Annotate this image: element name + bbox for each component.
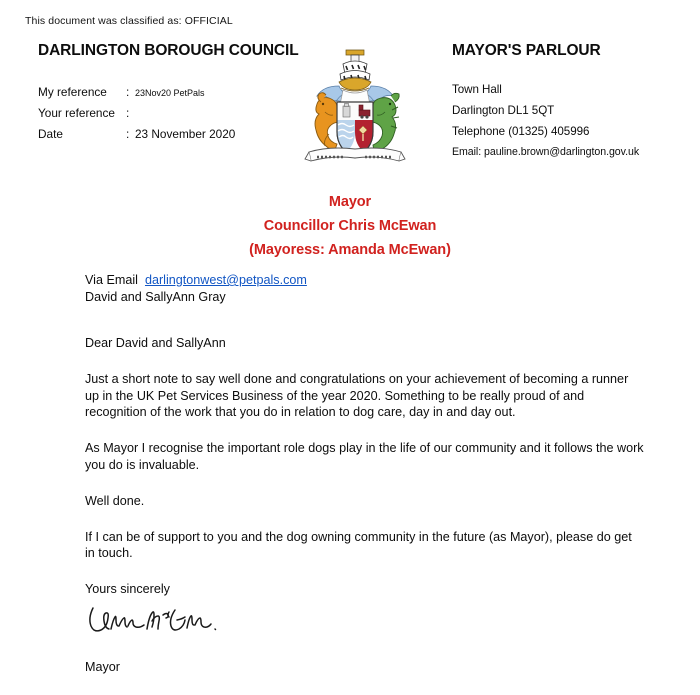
coat-of-arms-icon xyxy=(299,46,411,174)
signature-image xyxy=(85,598,645,646)
date-row xyxy=(38,127,288,148)
your-reference-row xyxy=(38,106,288,127)
mayor-heading-block xyxy=(0,190,700,262)
paragraph-1: Just a short note to say well done and congratulations on your achievement of becoming a runner up in the UK Pet Services Business of the year 2020. Something to be really proud of and recognition of the work that you do in relation to dog care, day in and day out. xyxy=(85,371,629,420)
mayor-heading-line-1: Mayor xyxy=(328,194,372,210)
paragraph-3: Well done. xyxy=(85,493,145,508)
my-reference-label: My reference xyxy=(38,85,107,99)
organisation-title: DARLINGTON BOROUGH COUNCIL xyxy=(38,42,299,59)
parlour-title: MAYOR'S PARLOUR xyxy=(452,42,601,59)
via-email-line xyxy=(85,272,645,289)
my-reference-value: 23Nov20 PetPals xyxy=(135,88,205,98)
my-reference-row xyxy=(38,85,288,106)
mayor-heading-line-2: Councillor Chris McEwan xyxy=(263,218,437,234)
your-reference-label: Your reference xyxy=(38,106,115,120)
my-reference-colon: : xyxy=(126,85,130,99)
classification-banner: This document was classified as: OFFICIAL xyxy=(25,15,233,27)
crown-part xyxy=(339,50,371,91)
address-line-2: Darlington DL1 5QT xyxy=(452,104,555,117)
mayor-heading-line-3: (Mayoress: Amanda McEwan) xyxy=(249,242,451,258)
address-line-1: Town Hall xyxy=(452,83,502,96)
recipient-name: David and SallyAnn Gray xyxy=(85,289,226,304)
paragraph-4: If I can be of support to you and the dog owning community in the future (as Mayor), please do get in touch. xyxy=(85,529,632,561)
motto-scroll-part xyxy=(305,148,405,161)
your-reference-colon: : xyxy=(126,106,130,120)
date-value: 23 November 2020 xyxy=(135,127,236,141)
paragraph-2: As Mayor I recognise the important role dogs play in the life of our community and it follows the work you do is invaluable. xyxy=(85,441,644,472)
recipient-email-link[interactable]: darlingtonwest@petpals.com xyxy=(144,273,307,287)
date-label: Date xyxy=(38,127,63,141)
address-email: Email: pauline.brown@darlington.gov.uk xyxy=(452,146,640,158)
salutation: Dear David and SallyAnn xyxy=(85,336,226,350)
reference-block xyxy=(38,85,288,148)
signer-title: Mayor xyxy=(85,659,120,674)
address-telephone: Telephone (01325) 405996 xyxy=(452,125,590,138)
date-colon: : xyxy=(126,127,130,141)
closing: Yours sincerely xyxy=(85,582,170,597)
address-block xyxy=(452,83,697,167)
letter-body xyxy=(85,272,645,688)
via-email-label: Via Email xyxy=(85,273,138,287)
